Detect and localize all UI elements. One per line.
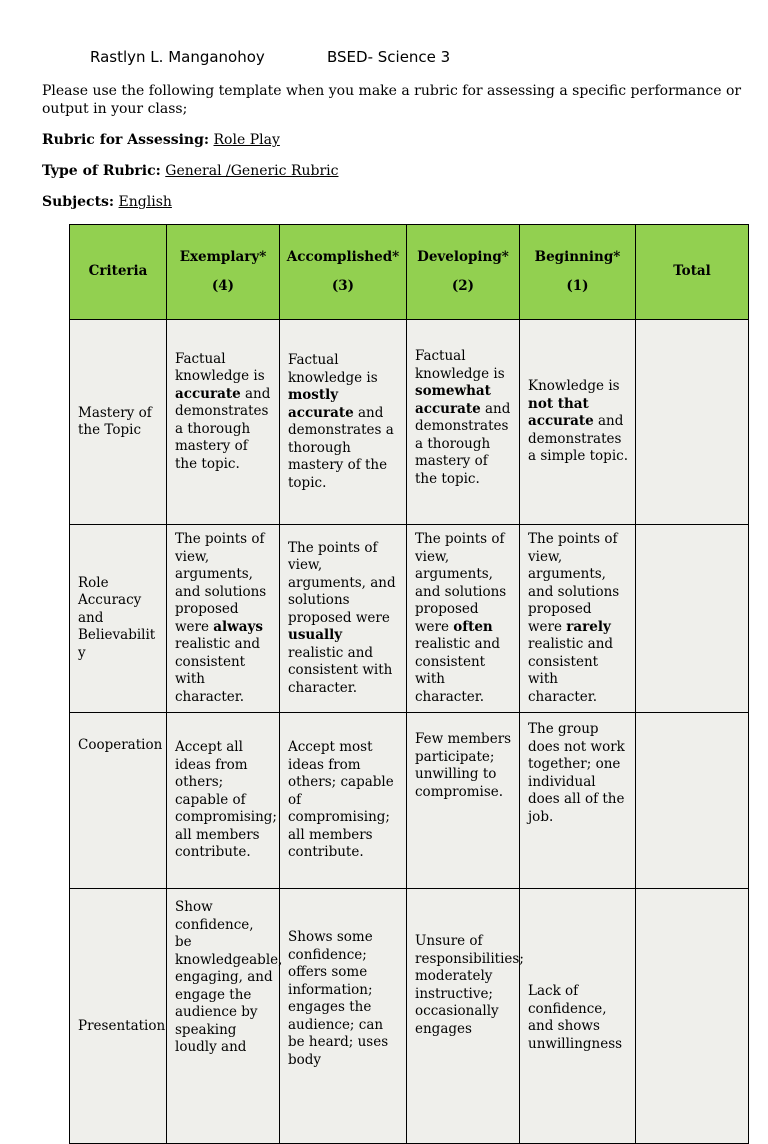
subjects-line: [42, 193, 172, 211]
criteria-cell: Mastery of the Topic: [70, 320, 167, 525]
course-section: BSED- Science 3: [327, 48, 451, 66]
beginning-cell: Knowledge is not that accurate and demonstrates a simple topic.: [520, 320, 636, 525]
total-cell: [636, 525, 749, 713]
developing-cell: Few members participate; unwilling to compromise.: [407, 713, 520, 889]
exemplary-cell: The points of view, arguments, and solutions proposed were always realistic and consistent with character.: [167, 525, 280, 713]
total-cell: [636, 889, 749, 1144]
accomplished-cell: Factual knowledge is mostly accurate and demonstrates a thorough mastery of the topic.: [280, 320, 407, 525]
rubric-table: [69, 224, 749, 1144]
table-row: [70, 525, 749, 713]
exemplary-cell: Accept all ideas from others; capable of compromising; all members contribute.: [167, 713, 280, 889]
criteria-cell: Presentation: [70, 889, 167, 1144]
header-developing-label: Developing*: [417, 248, 509, 265]
beginning-cell: The points of view, arguments, and solutions proposed were rarely realistic and consistent with character.: [520, 525, 636, 713]
rubric-type-value: General /Generic Rubric: [165, 163, 339, 179]
subjects-value: English: [118, 194, 172, 210]
table-row: [70, 889, 749, 1144]
header-row: [70, 225, 749, 320]
beginning-cell: Lack of confidence, and shows unwillingness: [520, 889, 636, 1144]
intro-paragraph: Please use the following template when you make a rubric for assessing a specific performance or output in your class;: [42, 83, 742, 117]
total-cell: [636, 713, 749, 889]
header-criteria: Criteria: [70, 225, 167, 320]
header-beginning: [520, 225, 636, 320]
header-accomplished-label: Accomplished*: [286, 248, 400, 265]
student-name: Rastlyn L. Manganohoy: [90, 48, 265, 66]
rubric-for-label: Rubric for Assessing:: [42, 132, 210, 148]
rubric-type-line: [42, 162, 338, 180]
rubric-type-label: Type of Rubric:: [42, 163, 161, 179]
table-row: [70, 320, 749, 525]
developing-cell: Factual knowledge is somewhat accurate and demonstrates a thorough mastery of the topic.: [407, 320, 520, 525]
developing-cell: The points of view, arguments, and solutions proposed were often realistic and consistent with character.: [407, 525, 520, 713]
criteria-cell: Cooperation: [70, 713, 167, 889]
rubric-for-value: Role Play: [213, 132, 280, 148]
header-exemplary-label: Exemplary*: [179, 248, 267, 265]
total-cell: [636, 320, 749, 525]
subjects-label: Subjects:: [42, 194, 115, 210]
header-beginning-label: Beginning*: [534, 248, 621, 265]
header-exemplary-points: (4): [211, 278, 235, 294]
exemplary-cell: Factual knowledge is accurate and demonstrates a thorough mastery of the topic.: [167, 320, 280, 525]
accomplished-cell: Accept most ideas from others; capable of compromising; all members contribute.: [280, 713, 407, 889]
table-row: [70, 713, 749, 889]
header-accomplished-points: (3): [331, 278, 355, 294]
header-total: Total: [636, 225, 749, 320]
developing-cell: Unsure of responsibilities; moderately instructive; occasionally engages: [407, 889, 520, 1144]
header-developing-points: (2): [451, 278, 475, 294]
document-header: [90, 48, 451, 66]
criteria-cell: Role Accuracy and Believabilit y: [70, 525, 167, 713]
exemplary-cell: Show confidence, be knowledgeable, engaging, and engage the audience by speaking loudly and: [167, 889, 280, 1144]
accomplished-cell: The points of view, arguments, and solutions proposed were usually realistic and consistent with character.: [280, 525, 407, 713]
rubric-for-line: [42, 131, 280, 149]
header-exemplary: [167, 225, 280, 320]
accomplished-cell: Shows some confidence; offers some information; engages the audience; can be heard; uses body: [280, 889, 407, 1144]
header-developing: [407, 225, 520, 320]
header-accomplished: [280, 225, 407, 320]
header-beginning-points: (1): [566, 278, 589, 294]
beginning-cell: The group does not work together; one individual does all of the job.: [520, 713, 636, 889]
